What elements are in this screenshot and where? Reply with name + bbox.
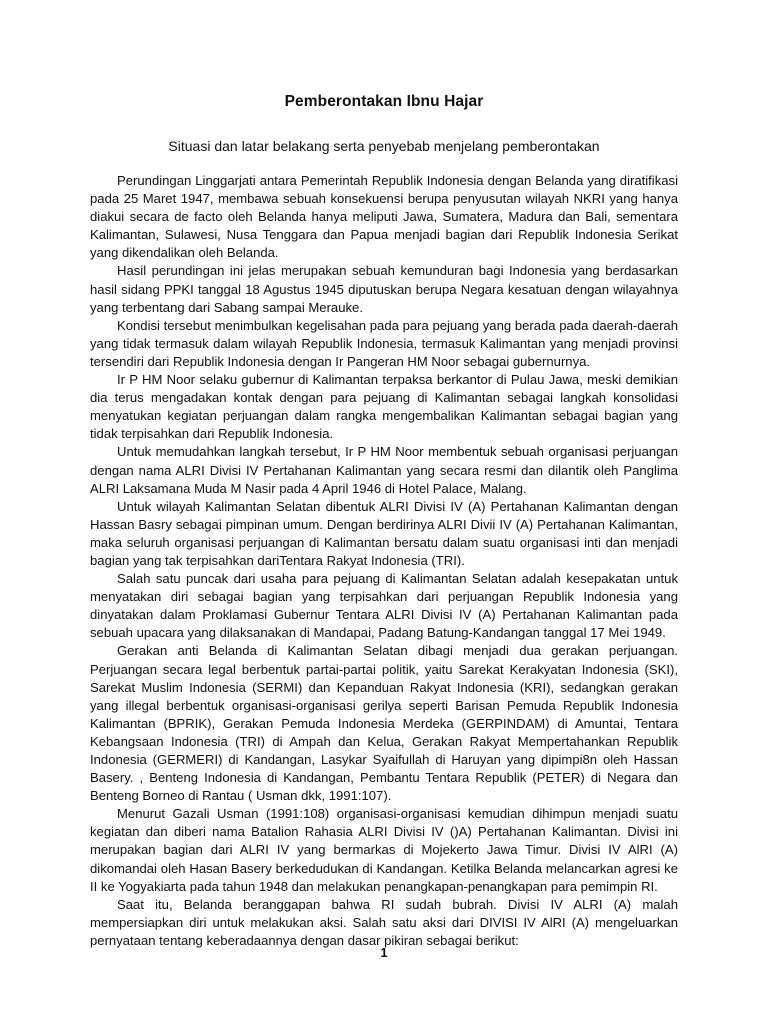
paragraph: Gerakan anti Belanda di Kalimantan Selatan dibagi menjadi dua gerakan perjuangan. Perjuangan secara legal berbentuk partai-partai politik, yaitu Sarekat Kerakyatan Indonesia (SKI), Sarekat Muslim Indonesia (SERMI) dan Kepanduan Rakyat Indonesia (KRI), sedangkan gerakan yang illegal berbentuk organisasi-organisasi gerilya seperti Barisan Pemuda Republik Indonesia Kalimantan (BPRIK), Gerakan Pemuda Indonesia Merdeka (GERPINDAM) di Amuntai, Tentara Kebangsaan Indonesia (TRI) di Ampah dan Kelua, Gerakan Rakyat Mempertahankan Republik Indonesia (GERMERI) di Kandangan, Lasykar Syaifullah di Haruyan yang dipimpi8n oleh Hassan Basery. , Benteng Indonesia di Kandangan, Pembantu Tentara Republik (PETER) di Negara dan Benteng Borneo di Rantau ( Usman dkk, 1991:107). <box>90 643 678 804</box>
paragraph: Kondisi tersebut menimbulkan kegelisahan pada para pejuang yang berada pada daerah-daerah yang tidak termasuk dalam wilayah Republik Indonesia, termasuk Kalimantan yang menjadi provinsi tersendiri dari Republik Indonesia dengan Ir Pangeran HM Noor sebagai gubernurnya. <box>90 317 678 369</box>
paragraph: Saat itu, Belanda beranggapan bahwa RI sudah bubrah. Divisi IV ALRI (A) malah mempersiapkan diri untuk melakukan aksi. Salah satu aksi dari DIVISI IV AlRI (A) mengeluarkan pernyataan tentang keberadaannya dengan dasar pikiran sebagai berikut: <box>90 896 678 948</box>
document-subtitle: Situasi dan latar belakang serta penyebab menjelang pemberontakan <box>168 138 600 154</box>
page-number: 1 <box>380 945 388 960</box>
paragraph: Menurut Gazali Usman (1991:108) organisasi-organisasi kemudian dihimpun menjadi suatu kegiatan dan diberi nama Batalion Rahasia ALRI Divisi IV ()A) Pertahanan Kalimantan. Divisi ini merupakan bagian dari ALRI IV yang bermarkas di Mojekerto Jawa Timur. Divisi IV AlRI (A) dikomandai oleh Hasan Basery berkedudukan di Kandangan. Ketilka Belanda melancarkan agresi ke II ke Yogyakiarta pada tahun 1948 dan melakukan penangkapan-penangkapan para pemimpin RI. <box>90 806 678 894</box>
paragraph: Perundingan Linggarjati antara Pemerintah Republik Indonesia dengan Belanda yang diratifikasi pada 25 Maret 1947, membawa sebuah konsekuensi berupa penyusutan wilayah NKRI yang hanya diakui secara de facto oleh Belanda hanya meliputi Jawa, Sumatera, Madura dan Bali, sementara Kalimantan, Sulawesi, Nusa Tenggara dan Papua menjadi bagian dari Republik Indonesia Serikat yang dikendalikan oleh Belanda. <box>90 173 678 261</box>
paragraph: Hasil perundingan ini jelas merupakan sebuah kemunduran bagi Indonesia yang berdasarkan hasil sidang PPKI tanggal 18 Agustus 1945 diputuskan berupa Negara kesatuan dengan wilayahnya yang terbentang dari Sabang sampai Merauke. <box>90 263 678 315</box>
paragraph: Untuk wilayah Kalimantan Selatan dibentuk ALRI Divisi IV (A) Pertahanan Kalimantan dengan Hassan Basry sebagai pimpinan umum. Dengan berdirinya ALRI Divii IV (A) Pertahanan Kalimantan, maka seluruh organisasi perjuangan di Kalimantan bersatu dalam suatu organisasi inti dan menjadi bagian yang tak terpisahkan dariTentara Rakyat Indonesia (TRI). <box>90 498 678 568</box>
paragraph: Ir P HM Noor selaku gubernur di Kalimantan terpaksa berkantor di Pulau Jawa, meski demikian dia terus mengadakan kontak dengan para pejuang di Kalimantan sebagai langkah konsolidasi menyatukan kegiatan perjuangan dalam rangka mengembalikan Kalimantan sebagai bagian yang tidak terpisahkan dari Republik Indonesia. <box>90 372 678 442</box>
document-body <box>90 172 678 950</box>
paragraph: Untuk memudahkan langkah tersebut, Ir P HM Noor membentuk sebuah organisasi perjuangan dengan nama ALRI Divisi IV Pertahanan Kalimantan yang secara resmi dan dilantik oleh Panglima ALRI Laksamana Muda M Nasir pada 4 April 1946 di Hotel Palace, Malang. <box>90 444 678 496</box>
paragraph: Salah satu puncak dari usaha para pejuang di Kalimantan Selatan adalah kesepakatan untuk menyatakan diri sebagai bagian yang terpisahkan dari perjuangan Republik Indonesia yang dinyatakan dalam Proklamasi Gubernur Tentara ALRI Divisi IV (A) Pertahanan Kalimantan pada sebuah upacara yang dilaksanakan di Mandapai, Padang Batung-Kandangan tanggal 17 Mei 1949. <box>90 571 678 641</box>
document-title: Pemberontakan Ibnu Hajar <box>284 93 484 110</box>
